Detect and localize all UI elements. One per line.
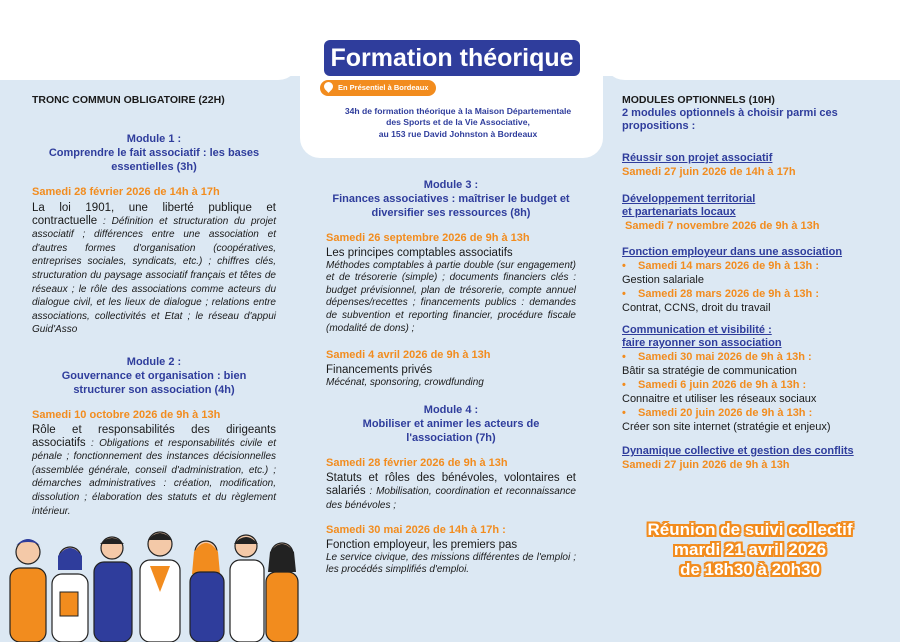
module-3-body-1	[326, 247, 576, 335]
module-3-lead-2: Financements privés	[326, 364, 433, 377]
person-2	[52, 547, 88, 642]
module-4-title	[326, 403, 576, 445]
option-4-topic-2: Connaitre et utiliser les réseaux sociaux	[622, 393, 817, 405]
module-title-line: Module 1 :	[126, 133, 182, 145]
module-3-title	[326, 178, 576, 220]
option-4-topic-1: Bâtir sa stratégie de communication	[622, 365, 797, 377]
reunion-line: Réunion de suivi collectif	[647, 520, 853, 539]
location-label: En Présentiel à Bordeaux	[338, 83, 429, 92]
middle-column	[326, 178, 576, 577]
module-3-detail-2: Mécénat, sponsoring, crowdfunding	[326, 376, 484, 388]
module-title-line: Module 4 :	[423, 404, 479, 417]
intro-line: au 153 rue David Johnston à Bordeaux	[378, 128, 538, 139]
module-2-detail: : Obligations et responsabilités civile et pénale ; fonctionnement des instances décisionnelles (assemblée générale, conseil d'administration, etc.) ; démarches administratives : création, modification, dissolution ; élaboration des statuts et du règlement intérieur.	[32, 437, 276, 517]
subtitle-line: 2 modules optionnels à choisir parmi ces	[622, 107, 838, 119]
option-1-title[interactable]: Réussir son projet associatif	[622, 152, 773, 164]
reunion-banner	[600, 520, 900, 580]
right-column	[622, 94, 884, 472]
module-4-lead-1: Statuts et rôles des bénévoles, volontaires et salariés	[326, 472, 576, 497]
module-title-line: structurer son association (4h)	[73, 383, 235, 396]
module-1-body	[32, 202, 276, 337]
left-top-tab	[0, 0, 300, 80]
option-4	[622, 324, 884, 434]
option-5-date: Samedi 27 juin 2026 de 9h à 13h	[622, 459, 790, 471]
intro-line: des Sports et de la Vie Associative,	[386, 117, 530, 128]
option-2-date: Samedi 7 novembre 2026 de 9h à 13h	[622, 220, 820, 232]
module-title-line: Module 3 :	[423, 179, 479, 191]
intro-line: 34h de formation théorique à la Maison Départementale	[344, 106, 572, 116]
option-5-title[interactable]: Dynamique collective et gestion des conflits	[622, 445, 854, 457]
tronc-commun-heading: TRONC COMMUN OBLIGATOIRE (22H)	[32, 94, 225, 106]
people-illustration	[0, 522, 300, 642]
module-3-body-2	[326, 364, 576, 389]
module-3-detail-1: Méthodes comptables à partie double (sur engagement) et de trésorerie (simple) ; documents financiers clés : budget prévisionnel, plan de trésorerie, compte annuel dépenses/recettes ; financements publics : demandes de subvention et reporting financier, procédure fiscale (modalité de dons) ;	[326, 259, 576, 334]
module-title-line: l'association (7h)	[406, 432, 496, 445]
option-3-topic-1: Gestion salariale	[622, 274, 704, 286]
location-pin-icon	[322, 80, 335, 93]
person-4	[140, 532, 180, 642]
module-1-date: Samedi 28 février 2026 de 14h à 17h	[32, 186, 220, 198]
person-3	[94, 537, 132, 642]
option-1-date: Samedi 27 juin 2026 de 14h à 17h	[622, 166, 796, 178]
module-title-line: Module 2 :	[126, 355, 182, 368]
module-title-line: diversifier ses ressources (8h)	[371, 207, 531, 219]
reunion-line: de 18h30 à 20h30	[680, 560, 820, 579]
module-title-line: Comprendre le fait associatif : les bases	[48, 147, 260, 159]
module-title-line: Gouvernance et organisation : bien	[61, 369, 247, 382]
module-4-body-1	[326, 472, 576, 512]
module-2-body	[32, 424, 276, 518]
option-3	[622, 246, 884, 315]
person-7	[266, 543, 298, 642]
option-3-date-1: • Samedi 14 mars 2026 de 9h à 13h :	[622, 259, 884, 273]
left-column	[32, 94, 276, 518]
intro-text	[318, 106, 598, 140]
module-title-line: Finances associatives : maîtriser le budget et	[332, 193, 570, 205]
module-title-line: Mobiliser et animer les acteurs de	[362, 418, 540, 431]
option-3-title[interactable]: Fonction employeur dans une association	[622, 246, 843, 258]
option-3-topic-2: Contrat, CCNS, droit du travail	[622, 302, 771, 314]
module-title-line: essentielles (3h)	[111, 161, 197, 173]
module-3-date-2: Samedi 4 avril 2026 de 9h à 13h	[326, 349, 491, 362]
option-2-title-2[interactable]: et partenariats locaux	[622, 206, 736, 218]
option-1	[622, 152, 884, 179]
option-2	[622, 193, 884, 233]
subtitle-line: propositions :	[622, 120, 696, 132]
location-badge	[320, 80, 436, 96]
optional-subtitle	[622, 107, 884, 133]
module-4-detail-1: : Mobilisation, coordination et reconnaissance des bénévoles ;	[326, 485, 576, 511]
reunion-line: mardi 21 avril 2026	[673, 540, 827, 559]
option-3-date-2: • Samedi 28 mars 2026 de 9h à 13h :	[622, 287, 884, 301]
person-6	[230, 535, 264, 642]
right-top-tab	[603, 0, 900, 80]
module-4-body-2	[326, 539, 576, 577]
module-1-lead: La loi 1901, une liberté publique et contractuelle	[32, 202, 276, 227]
module-2-lead: Rôle et responsabilités des dirigeants associatifs	[32, 423, 276, 449]
option-4-title-1[interactable]: Communication et visibilité :	[622, 324, 772, 336]
option-5	[622, 445, 884, 472]
module-1-title	[32, 132, 276, 174]
option-4-date-2: • Samedi 6 juin 2026 de 9h à 13h :	[622, 378, 884, 392]
option-2-title-1[interactable]: Développement territorial	[622, 193, 756, 205]
option-4-date-1: • Samedi 30 mai 2026 de 9h à 13h :	[622, 350, 884, 364]
module-4-detail-2: Le service civique, des missions différentes de l'emploi ; les procédés simplifiés d'emploi.	[326, 551, 576, 576]
module-3-date-1: Samedi 26 septembre 2026 de 9h à 13h	[326, 232, 530, 244]
option-4-topic-3: Créer son site internet (stratégie et enjeux)	[622, 421, 831, 433]
option-4-date-3: • Samedi 20 juin 2026 de 9h à 13h :	[622, 406, 884, 420]
page-title: Formation théorique	[324, 40, 580, 76]
modules-optionnels-heading: MODULES OPTIONNELS (10H)	[622, 94, 775, 106]
module-2-date: Samedi 10 octobre 2026 de 9h à 13h	[32, 408, 221, 421]
module-2-title	[32, 355, 276, 397]
module-4-lead-2: Fonction employeur, les premiers pas	[326, 539, 518, 552]
person-1	[10, 539, 46, 642]
module-1-detail: : Définition et structuration du projet associatif ; différences entre une association et d'autres formes d'organisation (coopératives, entreprises sociales, syndicats, etc.) ; chiffres clés, structuration du paysage associatif français et têtes de réseaux ; le rôle des associations comme acteurs du dialogue civil, et les lieux de dialogue ; relations entre associations, collectivités et Etat ; le réseau d'appui Guid'Asso	[32, 215, 276, 336]
module-3-lead-1: Les principes comptables associatifs	[326, 247, 513, 259]
option-4-title-2[interactable]: faire rayonner son association	[622, 337, 782, 349]
module-4-date-2: Samedi 30 mai 2026 de 14h à 17h :	[326, 524, 506, 537]
module-4-date-1: Samedi 28 février 2026 de 9h à 13h	[326, 457, 508, 470]
person-5	[190, 541, 224, 642]
